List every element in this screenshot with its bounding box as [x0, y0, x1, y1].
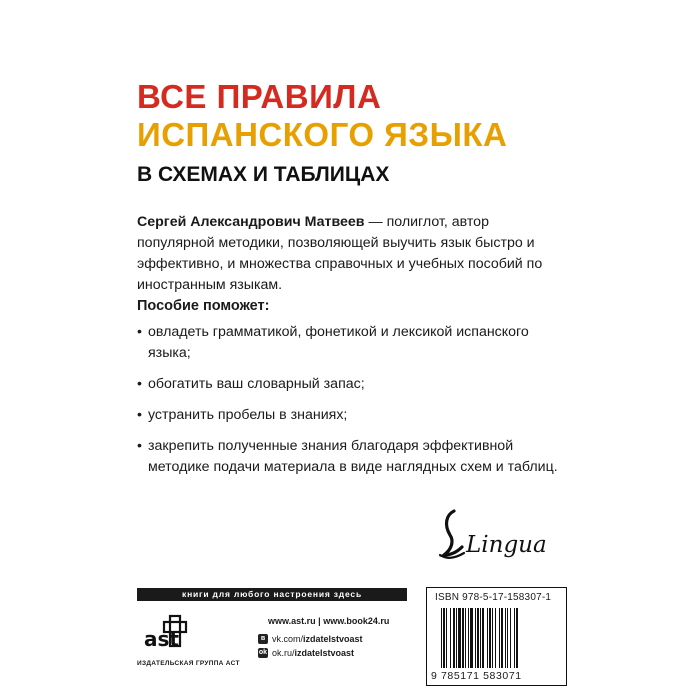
bullet: •	[137, 407, 142, 423]
barcode-bar	[482, 608, 484, 668]
barcode-bar	[516, 608, 518, 668]
barcode-bar	[465, 608, 466, 668]
isbn-block	[426, 587, 567, 686]
barcode-bar	[443, 608, 445, 668]
barcode-bar	[499, 608, 500, 668]
barcode-bar	[458, 608, 461, 668]
barcode-bar	[480, 608, 481, 668]
barcode-bar	[510, 608, 511, 668]
bullet: •	[137, 438, 142, 454]
author-name: Сергей Александрович Матвеев	[137, 214, 365, 230]
isbn-label: ISBN 978-5-17-158307-1	[435, 592, 552, 603]
vk-icon: в	[258, 634, 268, 644]
ast-logo-text: ast	[144, 627, 179, 651]
barcode-bar	[492, 608, 493, 668]
barcode	[441, 608, 556, 668]
barcode-bar	[441, 608, 442, 668]
barcode-bar	[450, 608, 451, 668]
list-item: • обогатить ваш словарный запас;	[137, 374, 567, 395]
barcode-bar	[470, 608, 473, 668]
list-item: • овладеть грамматикой, фонетикой и лексикой испанского языка;	[137, 322, 567, 364]
barcode-bar	[501, 608, 503, 668]
ast-logo	[142, 612, 192, 654]
list-item: • устранить пробелы в знаниях;	[137, 405, 567, 426]
websites[interactable]: www.ast.ru | www.book24.ru	[268, 616, 390, 626]
barcode-bar	[446, 608, 447, 668]
list-item: • закрепить полученные знания благодаря эффективной методике подачи материала в виде наглядных схем и таблиц.	[137, 436, 567, 478]
barcode-bar	[507, 608, 508, 668]
barcode-bar	[489, 608, 491, 668]
benefits-list	[137, 322, 567, 488]
benefits-title: Пособие поможет:	[137, 298, 270, 314]
barcode-bar	[477, 608, 479, 668]
barcode-bar	[487, 608, 488, 668]
barcode-bar	[462, 608, 464, 668]
barcode-bar	[495, 608, 496, 668]
slogan-bar: книги для любого настроения здесь	[137, 588, 407, 601]
author-bio: — полиглот, автор популярной методики, позволяющей выучить язык быстро и эффективно, и множества справочных и учебных пособий по иностранным языкам.	[137, 214, 543, 293]
barcode-bar	[456, 608, 457, 668]
barcode-bar	[505, 608, 506, 668]
subtitle: В СХЕМАХ И ТАБЛИЦАХ	[137, 163, 390, 186]
ok-icon: ok	[258, 649, 268, 656]
title-line-2: ИСПАНСКОГО ЯЗЫКА	[137, 116, 508, 153]
barcode-bar	[453, 608, 455, 668]
vk-link[interactable]: в vk.com/ izdatelstvoast	[258, 634, 363, 644]
barcode-bar	[475, 608, 476, 668]
ok-link[interactable]: ok ok.ru/ izdatelstvoast	[258, 648, 355, 658]
title-line-1: ВСЕ ПРАВИЛА	[137, 78, 382, 115]
author-intro	[137, 212, 567, 296]
bullet: •	[137, 324, 142, 340]
lingua-logo	[432, 505, 552, 565]
barcode-bar	[468, 608, 469, 668]
publisher-group: ИЗДАТЕЛЬСКАЯ ГРУППА АСТ	[137, 660, 240, 667]
barcode-bar	[514, 608, 515, 668]
lingua-logo-text: Lingua	[466, 532, 547, 558]
bullet: •	[137, 376, 142, 392]
barcode-digits: 9 785171 583071	[431, 670, 522, 682]
